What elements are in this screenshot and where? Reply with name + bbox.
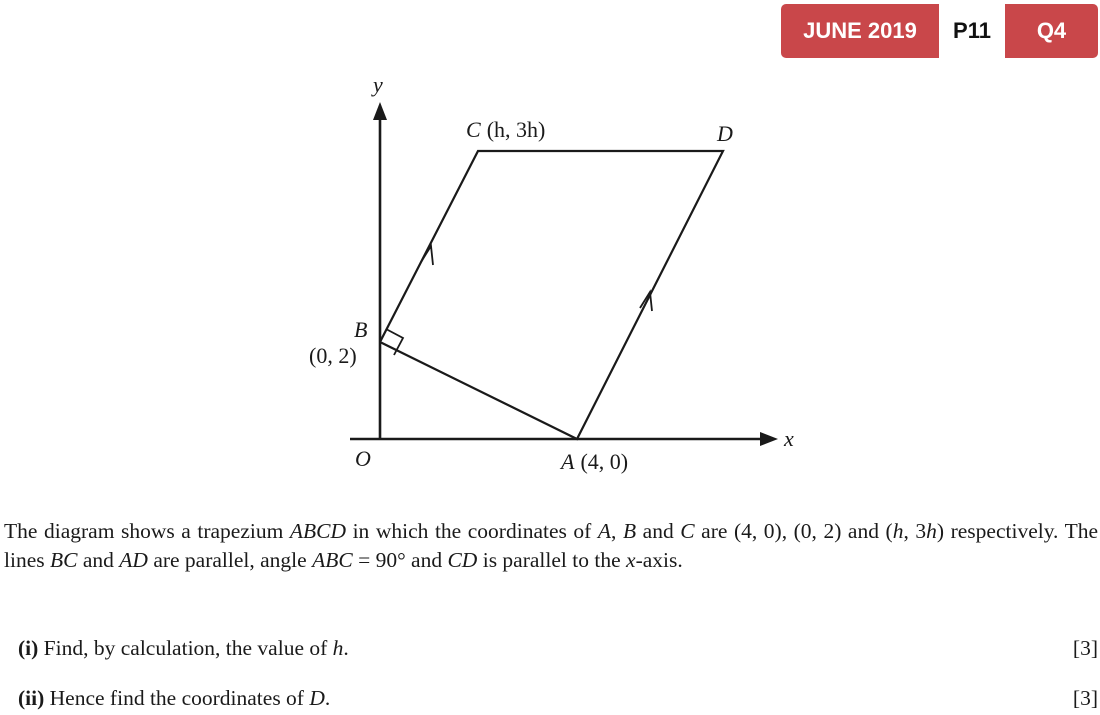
- point-c-label: C (h, 3h): [466, 117, 546, 142]
- point-a-label: A (4, 0): [561, 449, 629, 474]
- x-axis-arrow-icon: [760, 432, 778, 446]
- trapezium-diagram: [0, 60, 1100, 480]
- question-stem: The diagram shows a trapezium ABCD in which the coordinates of A, B and C are (4, 0), (0, 2) and (h, 3h) respectively. The lines BC and AD are parallel, angle ABC = 90° and CD is parallel to the x-axis.: [4, 519, 1099, 572]
- trapezium-outline: [380, 151, 723, 439]
- paper-number-label: P11: [939, 7, 1005, 55]
- question-part-ii: [18, 686, 1098, 711]
- part-i-text: (i) Find, by calculation, the value of h.: [18, 636, 349, 660]
- y-axis-arrow-icon: [373, 102, 387, 120]
- exam-session-label: JUNE 2019: [781, 4, 939, 58]
- part-ii-marks: [3]: [1072, 686, 1098, 710]
- question-part-i: [18, 636, 1098, 661]
- question-number-label: Q4: [1005, 4, 1098, 58]
- part-ii-text: (ii) Hence find the coordinates of D.: [18, 686, 331, 710]
- question-reference-badge: [781, 4, 1098, 58]
- x-axis-label: x: [784, 426, 794, 451]
- part-i-marks: [3]: [1072, 636, 1098, 660]
- point-b-label: B: [354, 317, 368, 342]
- point-d-label: D: [717, 121, 733, 146]
- origin-label: O: [355, 446, 371, 471]
- point-b-coords: (0, 2): [309, 343, 357, 368]
- y-axis-label: y: [373, 72, 383, 97]
